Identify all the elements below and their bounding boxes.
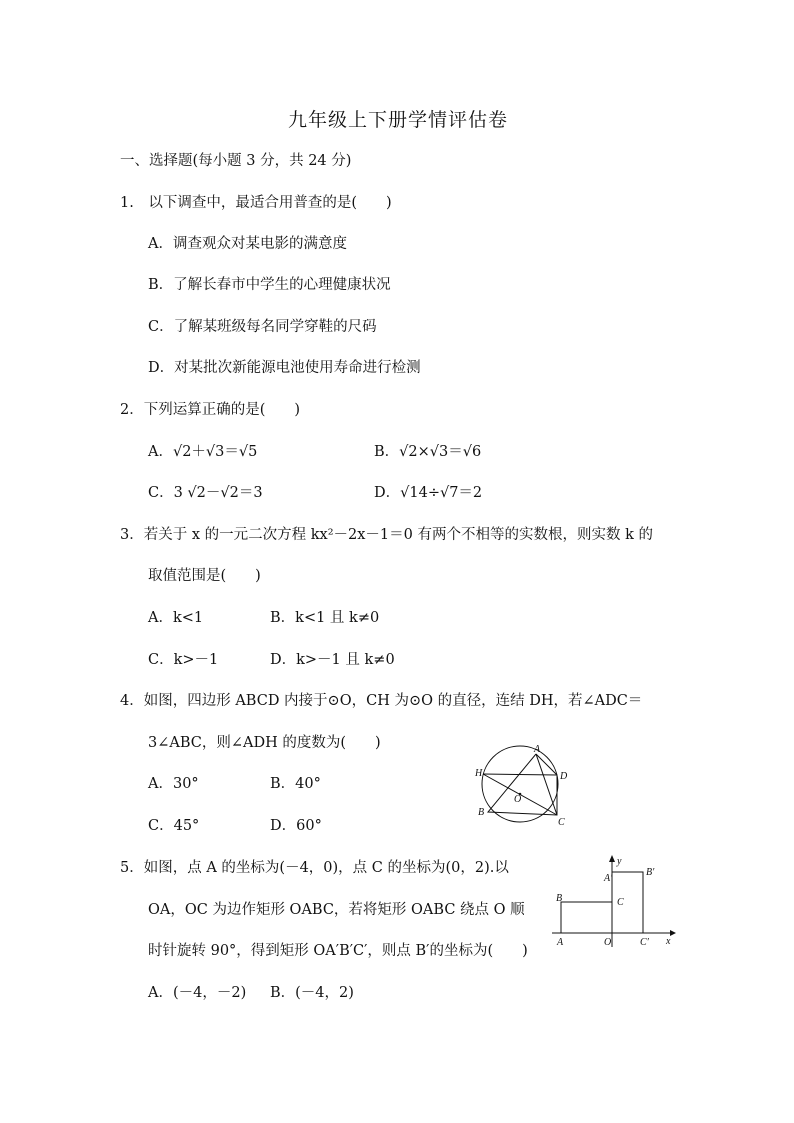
label-o: O: [514, 794, 522, 805]
label-a1: A′: [604, 873, 613, 884]
q1-option-c: C．了解某班级每名同学穿鞋的尺码: [148, 319, 377, 335]
q2-option-c: C．3 √2－√2＝3: [148, 485, 263, 501]
q4-option-a: A．30°: [148, 776, 199, 792]
q2-option-b: B．√2×√3＝√6: [374, 444, 482, 460]
q3-option-b: B．k<1 且 k≠0: [270, 610, 380, 626]
q1-option-d: D．对某批次新能源电池使用寿命进行检测: [148, 360, 421, 376]
q2-stem: 2．下列运算正确的是( ): [120, 402, 301, 418]
label-y: y: [617, 856, 622, 867]
q1-option-b: B．了解长春市中学生的心理健康状况: [148, 277, 391, 293]
label-b1: B′: [646, 867, 655, 878]
q4-stem-continued: 3∠ABC，则∠ADH 的度数为( ): [148, 735, 381, 751]
label-a: A: [557, 937, 564, 948]
q5-stem: 5．如图，点 A 的坐标为(－4，0)，点 C 的坐标为(0，2).以: [120, 860, 509, 876]
chord-dh: [483, 774, 557, 775]
q3-stem: 3．若关于 x 的一元二次方程 kx²－2x－1＝0 有两个不相等的实数根，则实数 k 的: [120, 527, 653, 543]
label-h: H: [475, 768, 483, 779]
q3-option-a: A．k<1: [148, 610, 204, 626]
q3-option-c: C．k>－1: [148, 652, 219, 668]
page-title: 九年级上下册学情评估卷: [288, 109, 509, 131]
diagonal-ac: [536, 754, 557, 815]
rectangle-oabc: [561, 902, 612, 933]
q5-stem-continued: OA，OC 为边作矩形 OABC，若将矩形 OABC 绕点 O 顺: [148, 902, 525, 918]
q4-stem: 4．如图，四边形 ABCD 内接于⊙O，CH 为⊙O 的直径，连结 DH，若∠ADC＝: [120, 693, 643, 709]
label-c1: C′: [640, 937, 649, 948]
label-b: B: [556, 893, 563, 904]
q3-stem-continued: 取值范围是( ): [148, 568, 261, 584]
label-o: O: [604, 937, 612, 948]
q2-option-a: A．√2＋√3＝√5: [148, 444, 258, 460]
q4-option-c: C．45°: [148, 818, 200, 834]
label-c: C: [617, 897, 624, 908]
q4-option-b: B．40°: [270, 776, 321, 792]
label-c: C: [558, 817, 565, 828]
q1-option-a: A．调查观众对某电影的满意度: [148, 236, 347, 252]
label-b: B: [478, 807, 485, 818]
section-heading: 一、选择题(每小题 3 分，共 24 分): [120, 153, 352, 169]
q2-option-d: D．√14÷√7＝2: [374, 485, 483, 501]
label-d: D: [560, 771, 568, 782]
label-a: A: [534, 744, 541, 755]
label-x: x: [666, 936, 671, 947]
q5-option-a: A．(－4，－2): [148, 985, 247, 1001]
q4-circle-figure: [470, 742, 580, 830]
q4-option-d: D．60°: [270, 818, 322, 834]
q3-option-d: D．k>－1 且 k≠0: [270, 652, 395, 668]
q5-option-b: B．(－4，2): [270, 985, 354, 1001]
q1-stem: 1. 以下调查中，最适合用普查的是( ): [120, 195, 392, 211]
q5-coordinate-figure: [550, 852, 680, 950]
q5-stem-continued-2: 时针旋转 90°，得到矩形 OA′B′C′，则点 B′的坐标为( ): [148, 943, 528, 959]
